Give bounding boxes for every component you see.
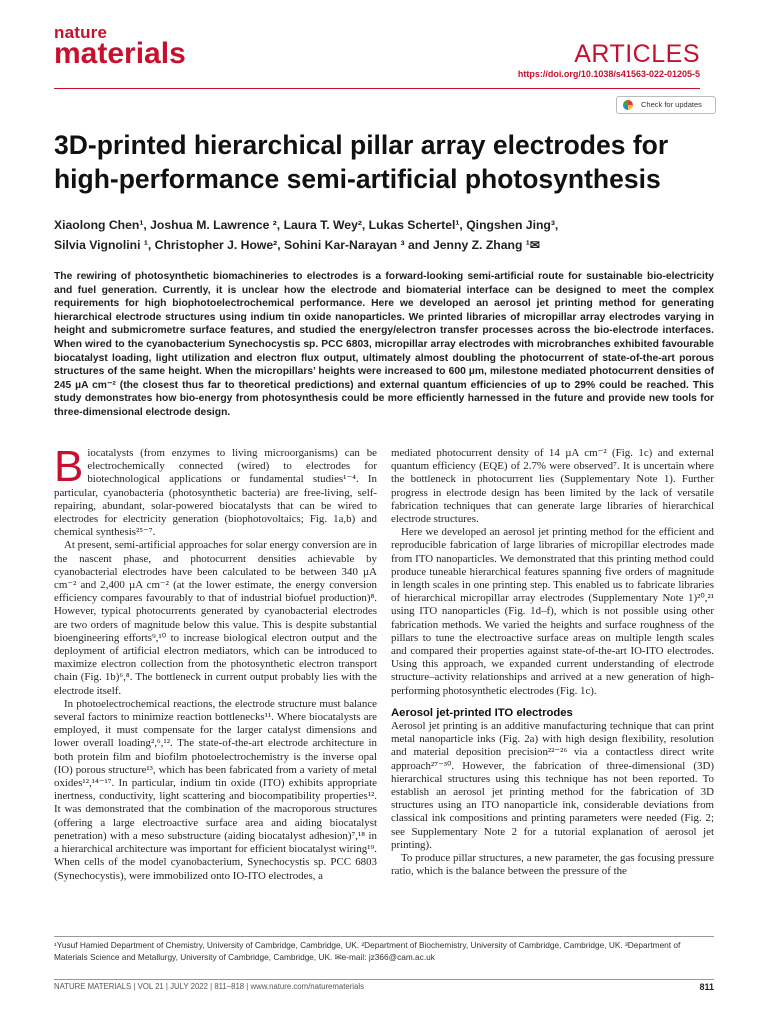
abstract: The rewiring of photosynthetic biomachineries to electrodes is a forward-looking semi-artificial route for sustainable bio-electricity and fuel generation. Currently, it is unclear how the electrode and biomaterial interface can be designed to meet the complex requirements for high biophotoelectrochemical performance. Here we developed an aerosol jet printing method for generating hierarchical electrode structures using indium tin oxide nanoparticles. We printed libraries of micropillar array electrodes varying in height and submicrometre surface features, and studied the energy/electron transfer processes across the bio-electrode interfaces. When wired to the cyanobacterium Synechocystis sp. PCC 6803, micropillar array electrodes with microbranches exhibited favourable biocatalyst loading, light utilization and electron flux output, ultimately almost doubling the photocurrent of state-of-the-art porous structures of the same height. When the micropillars’ heights were increased to 600 µm, milestone mediated photocurrent densities of 245 µA cm⁻² (the closest thus far to theoretical predictions) and external quantum efficiencies of up to 29% could be reached. This study demonstrates how bio-energy from photosynthesis could be more efficiently harnessed in the future and provide new tools for three-dimensional electrode design. <box>54 271 714 418</box>
body-column-left <box>54 442 377 883</box>
paragraph: mediated photocurrent density of 14 µA cm⁻² (Fig. 1c) and external quantum efficiency (EQE) of 2.7% were observed⁷. It is uncertain where the bottleneck in photocurrent lies (Supplementary Note 1). Further progress in electrode design has been limited by the lack of versatile fabrication techniques that can generate large libraries of hierarchical electrode structures. <box>391 447 714 526</box>
paragraph: At present, semi-artificial approaches for solar energy conversion are in the nascent phase, and photocurrent densities achievable by cyanobacterial electrodes have been calculated to be between 340 µA cm⁻² and 2,400 µA cm⁻² (at the lower estimate, the energy conversion efficiency compares favourably to that of industrial biofuel production)⁸. However, typical photocurrents generated by cyanobacterial electrodes are two orders of magnitude below this value. This is despite substantial bioengineering efforts⁹,¹⁰ to increase biological electron output and the deployment of artificial electron mediators, which can be introduced to maximize electron collection from the photosynthetic electron transport chain (Fig. 1b)⁶,⁸. The bottleneck in current output probably lies with the electrode itself. <box>54 539 377 697</box>
footer-citation: NATURE MATERIALS | VOL 21 | JULY 2022 | 811–818 | www.nature.com/naturematerials <box>54 982 365 991</box>
paragraph: Aerosol jet printing is an additive manufacturing technique that can print metal nanoparticle inks (Fig. 2a) with high design flexibility, resolution and material deposition precision²²⁻²⁶ via a contactless direct write approach²⁷⁻³⁰. However, the fabrication of three-dimensional (3D) hierarchical structures using this technique has not been reported. To establish an aerosol jet printing method for the fabrication of 3D structures using an ITO nanoparticle ink, considerable deviations from classical ink compositions and printing parameters were needed (Fig. 2; see Supplementary Note 2 for a tutorial explanation of aerosol jet printing). <box>391 720 714 851</box>
section-label: ARTICLES <box>574 40 700 68</box>
drop-cap: B <box>54 442 84 491</box>
check-updates-label: Check for updates <box>641 100 702 109</box>
logo-line1: nature <box>54 23 108 42</box>
page-number: 811 <box>699 982 714 992</box>
author-list <box>54 215 714 255</box>
authors-line-2: Silvia Vignolini ¹, Christopher J. Howe², Sohini Kar-Narayan ³ and Jenny Z. Zhang ¹✉ <box>54 238 541 252</box>
logo-line2: materials <box>54 37 186 70</box>
paragraph <box>54 442 377 539</box>
paragraph-text: iocatalysts (from enzymes to living microorganisms) can be electrochemically connected (wired) to electrodes for biotechnological applications or fundamental studies¹⁻⁴. In particular, cyanobacteria (photosynthetic bacteria) are free-living, self-repairing, abundant, solar-powered biocatalysts that can be wired to electrodes for electricity generation (biophotovoltaics; Fig. 1a,b) and chemical synthesis²⁵⁻⁷. <box>54 447 377 539</box>
crossmark-icon <box>623 100 633 110</box>
doi-link[interactable]: https://doi.org/10.1038/s41563-022-01205-5 <box>517 69 700 79</box>
footer-divider <box>54 979 714 980</box>
check-updates-button[interactable] <box>616 96 716 114</box>
footnote-divider <box>54 936 714 937</box>
journal-logo <box>54 24 186 69</box>
paragraph: To produce pillar structures, a new parameter, the gas focusing pressure ratio, which is the balance between the pressure of the <box>391 852 714 878</box>
authors-line-1: Xiaolong Chen¹, Joshua M. Lawrence ², Laura T. Wey², Lukas Schertel¹, Qingshen Jing³, <box>54 218 559 232</box>
body-column-right <box>391 447 714 879</box>
affiliations-footnote: ¹Yusuf Hamied Department of Chemistry, University of Cambridge, Cambridge, UK. ²Department of Biochemistry, University of Cambridge, Cambridge, UK. ³Department of Materials Science and Metallurgy, University of Cambridge, Cambridge, UK. ✉e-mail: jz366@cam.ac.uk <box>54 940 681 962</box>
paragraph: In photoelectrochemical reactions, the electrode structure must balance several factors to minimize reaction bottlenecks¹¹. Where biocatalysts are employed, it must compensate for the larger catalyst dimensions and lower overall loading²,⁶,¹². The state-of-the-art electrode architecture in both protein film and biofilm photoelectrochemistry is the inverse opal (IO) porous structure¹³, which has been fabricated from a variety of metal oxides¹²,¹⁴⁻¹⁷. In particular, indium tin oxide (ITO) exhibits appropriate inertness, conductivity, light scattering and biocompatibility properties¹². It was demonstrated that the combination of the macroporous structures (offering a large electroactive surface area and aiding biocatalyst penetration) with a meso substructure (aiding biocatalyst adhesion)⁷,¹⁸ in a hierarchical architecture was important for efficient biocatalyst wiring¹⁹. When cells of the model cyanobacterium, Synechocystis sp. PCC 6803 (Synechocystis), were immobilized onto IO-ITO electrodes, a <box>54 697 377 882</box>
header-divider <box>54 88 700 89</box>
paragraph: Here we developed an aerosol jet printing method for the efficient and reproducible fabrication of large libraries of micropillar electrodes made from ITO nanoparticles. We demonstrated that this printing method could produce tuneable hierarchical features spanning five orders of magnitude in length scales in one printing step. This enabled us to fabricate libraries of hierarchical micropillar array electrodes (Supplementary Note 1)²⁰,²¹ using ITO nanoparticles (Fig. 1d–f), which is not possible using other fabrication methods. We varied the heights and surface roughness of the pillars to tune the electroactive surface areas on multiple length scales and compared their properties against state-of-the-art IO-ITO electrodes. Using this approach, we expanded current understanding of electrode structure–activity relationships and arrived at a new generation of high-performing photosynthetic electrodes (Fig. 1c). <box>391 526 714 697</box>
article-title: 3D-printed hierarchical pillar array electrodes for high-performance semi-artificial photosynthesis <box>54 130 669 194</box>
section-heading: Aerosol jet-printed ITO electrodes <box>391 706 573 719</box>
